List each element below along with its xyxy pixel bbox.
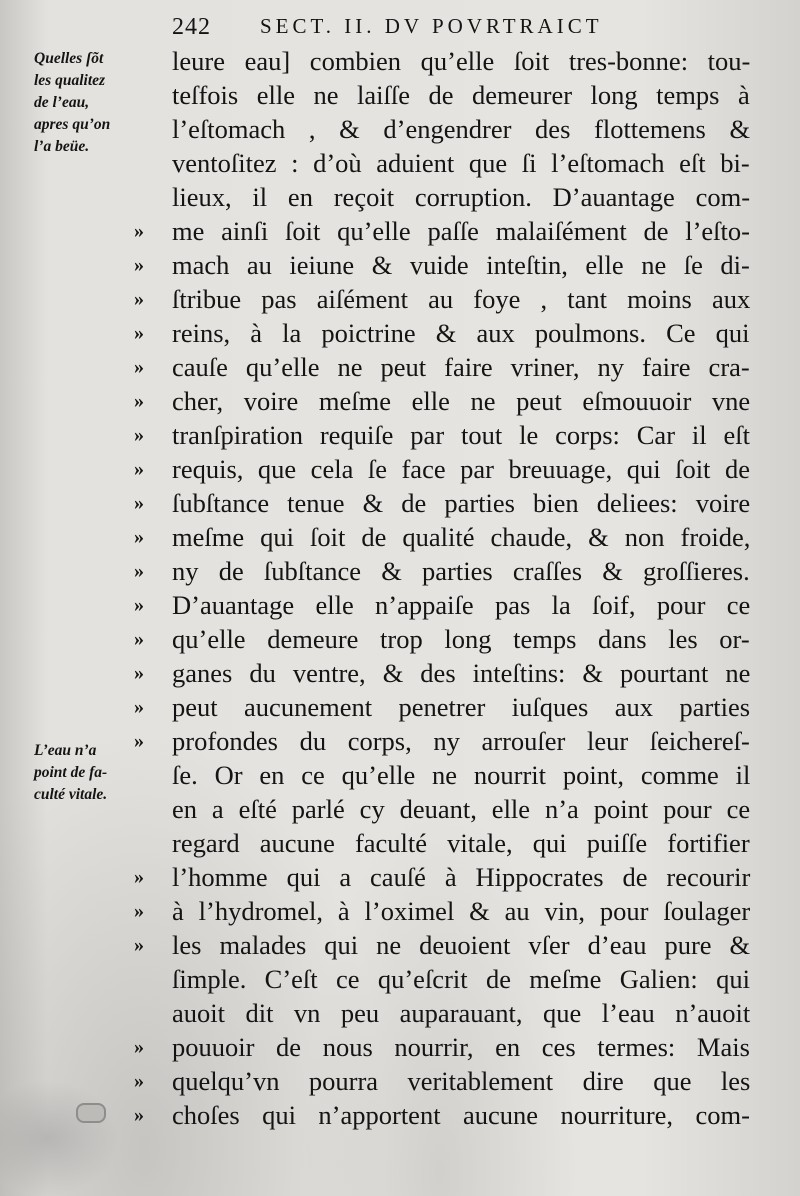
quotation-mark: »: [134, 1036, 144, 1058]
text-line: cauſe qu’elle ne peut faire vriner, ny faire cra-: [172, 352, 750, 382]
paper-stain: [0, 1080, 120, 1196]
quotation-mark: »: [134, 390, 144, 412]
marginal-line: apres qu’on: [34, 116, 111, 133]
running-head: SECT. II. DV POVRTRAICT: [260, 14, 603, 38]
text-line: peut aucunement penetrer iuſques aux parties: [172, 692, 751, 722]
text-line: l’eſtomach , & d’engendrer des flottemens &: [172, 114, 751, 144]
quotation-mark: »: [134, 492, 144, 514]
quotation-mark: »: [134, 662, 144, 684]
quotation-mark: »: [134, 424, 144, 446]
quotation-mark: »: [134, 866, 144, 888]
quotation-mark: »: [134, 322, 144, 344]
quotation-mark: »: [134, 900, 144, 922]
quotation-mark: »: [134, 220, 144, 242]
text-line: me ainſi ſoit qu’elle paſſe malaiſément de l’eſto-: [172, 216, 750, 246]
quotation-mark: »: [134, 730, 144, 752]
text-line: choſes qui n’apportent aucune nourriture, com-: [172, 1100, 750, 1130]
quotation-mark: »: [134, 458, 144, 480]
quotation-mark: »: [134, 594, 144, 616]
page-number: 242: [172, 14, 211, 40]
quotation-mark: »: [134, 356, 144, 378]
quotation-mark: »: [134, 1104, 144, 1126]
text-line: ſe. Or en ce qu’elle ne nourrit point, comme il: [172, 760, 751, 790]
marginal-line: Quelles ſõt: [34, 50, 104, 67]
text-line: D’auantage elle n’appaiſe pas la ſoif, pour ce: [172, 590, 751, 620]
text-line: meſme qui ſoit de qualité chaude, & non froide,: [172, 522, 751, 552]
text-line: ganes du ventre, & des inteſtins: & pourtant ne: [172, 658, 751, 688]
quotation-mark: »: [134, 628, 144, 650]
text-line: quelqu’vn pourra veritablement dire que les: [172, 1066, 751, 1096]
quotation-mark: »: [134, 1070, 144, 1092]
text-line: profondes du corps, ny arrouſer leur ſeichereſ-: [172, 726, 750, 756]
text-line: auoit dit vn peu auparauant, que l’eau n’auoit: [172, 998, 751, 1028]
text-line: pouuoir de nous nourrir, en ces termes: Mais: [172, 1032, 750, 1062]
text-line: ventoſitez : d’où aduient que ſi l’eſtomach eſt bi-: [172, 148, 750, 178]
marginal-line: L’eau n’a: [34, 742, 97, 759]
marginal-line: l’a beüe.: [34, 138, 90, 155]
text-line: lieux, il en reçoit corruption. D’auantage com-: [172, 182, 751, 212]
text-line: requis, que cela ſe face par breuuage, qui ſoit de: [172, 454, 750, 484]
text-line: ſubſtance tenue & de parties bien deliees: voire: [172, 488, 751, 518]
marginal-line: point de fa-: [34, 764, 108, 781]
text-line: l’homme qui a cauſé à Hippocrates de recourir: [172, 862, 751, 892]
paper-mark: [76, 1103, 106, 1123]
text-line: les malades qui ne deuoient vſer d’eau pure &: [172, 930, 751, 960]
text-line: qu’elle demeure trop long temps dans les or-: [172, 624, 750, 654]
text-line: cher, voire meſme elle ne peut eſmouuoir vne: [172, 386, 751, 416]
text-line: teſfois elle ne laiſſe de demeurer long temps à: [172, 80, 750, 110]
marginal-line: les qualitez: [34, 72, 106, 89]
text-line: ny de ſubſtance & parties craſſes & groſſieres.: [172, 556, 750, 586]
marginal-line: culté vitale.: [34, 786, 108, 803]
quotation-mark: »: [134, 560, 144, 582]
text-line: ſtribue pas aiſément au foye , tant moins aux: [172, 284, 751, 314]
text-line: tranſpiration requiſe par tout le corps: Car il eſt: [172, 420, 750, 450]
quotation-mark: »: [134, 696, 144, 718]
quotation-mark: »: [134, 934, 144, 956]
text-line: mach au ieiune & vuide inteſtin, elle ne ſe di-: [172, 250, 750, 280]
page-header: [172, 14, 760, 44]
text-line: ſimple. C’eſt ce qu’eſcrit de meſme Galien: qui: [172, 964, 750, 994]
marginal-note-water-qualities: [34, 48, 162, 158]
quotation-mark: »: [134, 288, 144, 310]
marginal-line: de l’eau,: [34, 94, 90, 111]
quotation-mark: »: [134, 526, 144, 548]
text-line: à l’hydromel, à l’oximel & au vin, pour ſoulager: [172, 896, 751, 926]
text-line: leure eau] combien qu’elle ſoit tres-bonne: tou-: [172, 46, 751, 76]
text-line: en a eſté parlé cy deuant, elle n’a point pour ce: [172, 794, 751, 824]
quotation-mark: »: [134, 254, 144, 276]
text-line: reins, à la poictrine & aux poulmons. Ce qui: [172, 318, 750, 348]
text-line: regard aucune faculté vitale, qui puiſſe fortifier: [172, 828, 750, 858]
